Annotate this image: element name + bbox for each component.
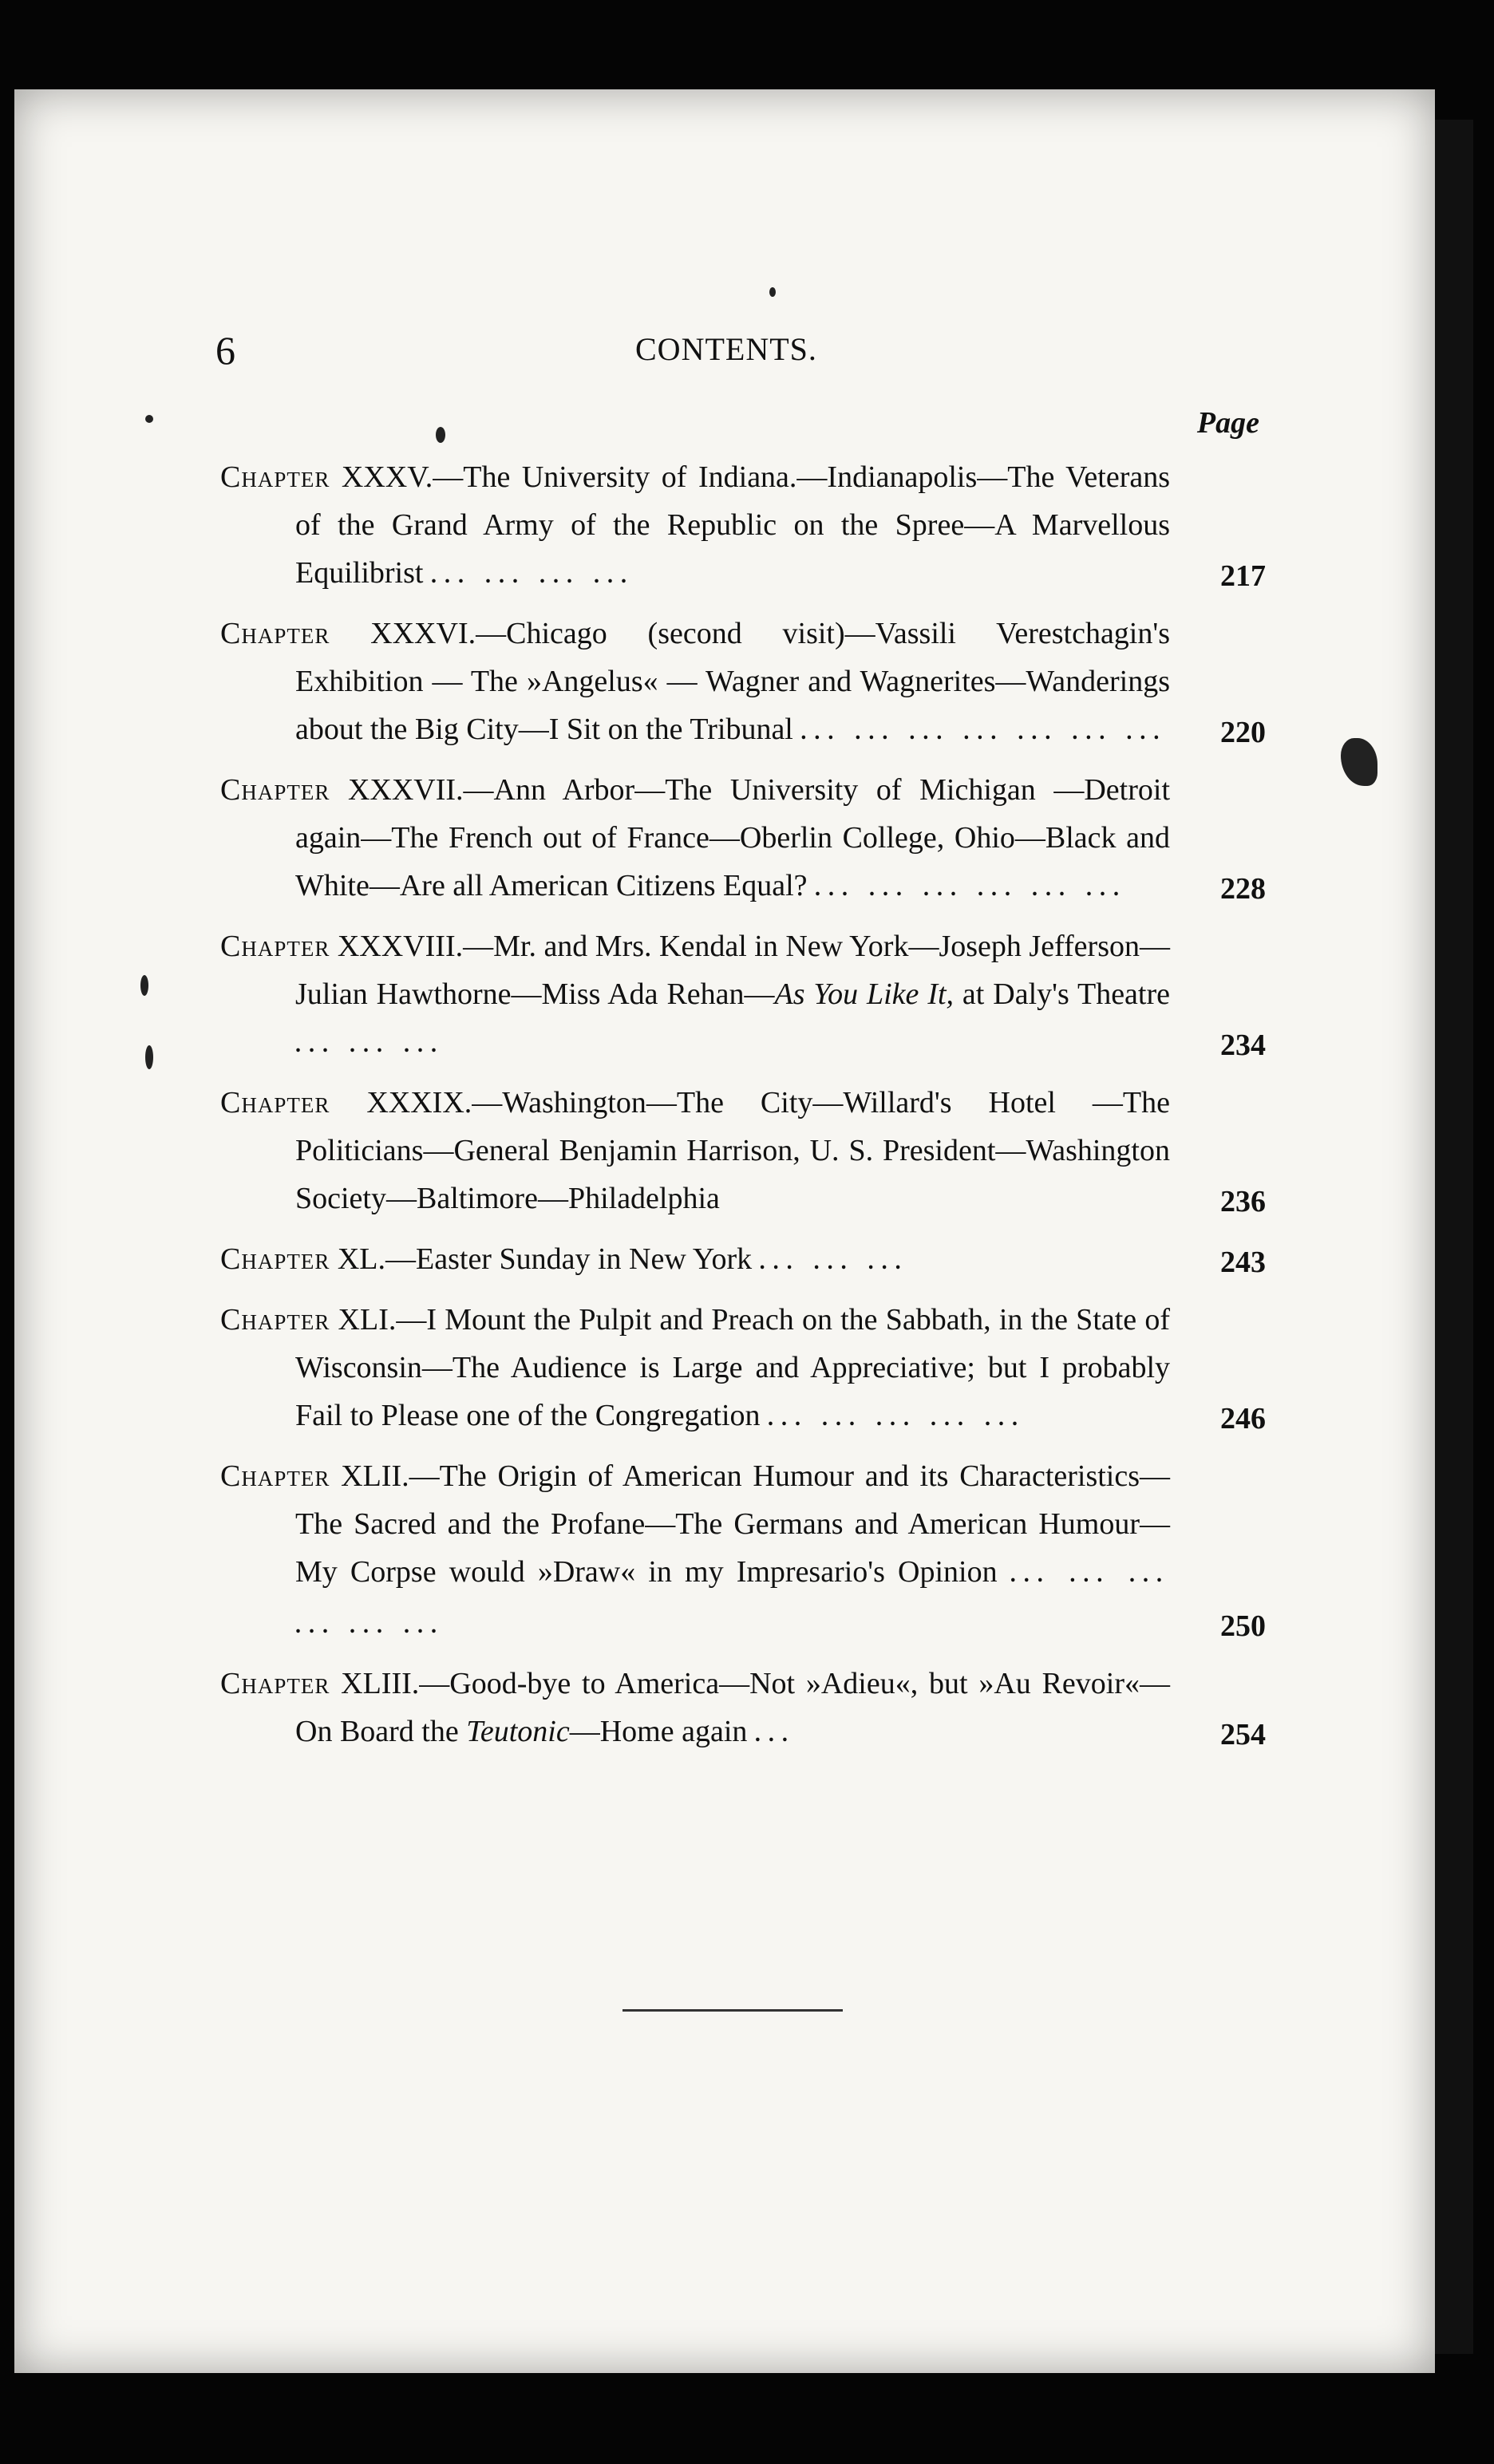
toc-entry-chapter-xliii: [220, 1660, 1266, 1759]
chapter-description: —The Origin of American Humour and its Characteristics—The Sacred and the Profane—The Germans and American Humour—My Corpse would »Draw« in my Impresario's Opinion: [295, 1459, 1171, 1589]
chapter-label: Chapter: [220, 930, 330, 963]
toc-entry-text: [220, 453, 1266, 600]
toc-entry-text: [220, 1235, 1266, 1286]
toc-page-number: 250: [1220, 1609, 1266, 1643]
chapter-numeral: XXXVII.: [347, 773, 464, 807]
toc-page-number: 220: [1220, 716, 1266, 749]
toc-entry-text: [220, 922, 1266, 1069]
dot-leaders: ... ... ... ... ... ...: [815, 876, 1128, 901]
toc-entry-chapter-xxxix: [220, 1079, 1266, 1226]
toc-entry-text: [220, 766, 1266, 913]
toc-entry-chapter-xxxvi: [220, 610, 1266, 756]
scan-speck: [145, 415, 153, 423]
chapter-description-end: at Daly's Theatre: [954, 977, 1171, 1011]
toc-entry-chapter-xxxv: [220, 453, 1266, 600]
chapter-numeral: XXXIX.: [366, 1086, 472, 1119]
dot-leaders: ... ... ... ...: [430, 563, 634, 588]
ship-name-italic: Teutonic: [466, 1715, 570, 1748]
scan-speck: [140, 975, 148, 996]
chapter-numeral: XLII.: [341, 1459, 409, 1493]
scan-speck: [145, 1045, 153, 1069]
section-end-rule: [622, 2009, 843, 2012]
chapter-description: —Good-bye to America—Not »Adieu«, but »Au Revoir«—On Board the: [295, 1667, 1171, 1748]
toc-entry-text: [220, 1660, 1266, 1759]
toc-page-number: 254: [1220, 1718, 1266, 1751]
chapter-label: Chapter: [220, 1303, 330, 1337]
chapter-numeral: XXXV.: [341, 460, 433, 494]
toc-page-number: 243: [1220, 1246, 1266, 1279]
toc-entry-text: [220, 1452, 1266, 1650]
page-header: [215, 327, 1266, 383]
page-title: CONTENTS.: [635, 331, 817, 367]
dot-leaders: ...: [754, 1722, 796, 1747]
chapter-description-end: —Home again: [569, 1715, 748, 1748]
chapter-numeral: XXXVI.: [370, 617, 476, 650]
toc-page-number: 246: [1220, 1402, 1266, 1435]
contents-page: [215, 327, 1266, 1768]
chapter-description: —The University of Indiana.—Indianapolis—The Veterans of the Grand Army of the Republic on the Spree—A Marvellous Equilibrist: [295, 460, 1171, 590]
toc-page-number: 236: [1220, 1185, 1266, 1218]
toc-entry-chapter-xxxvii: [220, 766, 1266, 913]
toc-entry-text: [220, 1296, 1266, 1443]
toc-entry-chapter-xl: [220, 1235, 1266, 1286]
chapter-label: Chapter: [220, 1086, 330, 1119]
dot-leaders: ... ... ... ... ... ... ...: [800, 720, 1168, 744]
chapter-description: —I Mount the Pulpit and Preach on the Sabbath, in the State of Wisconsin—The Audience is Large and Appreciative; but I probably Fail to Please one of the Congregation: [295, 1303, 1170, 1432]
dot-leaders: ... ... ... ... ...: [768, 1406, 1026, 1431]
chapter-label: Chapter: [220, 1242, 330, 1276]
chapter-numeral: XLI.: [338, 1303, 397, 1337]
page-column-label: Page: [1196, 406, 1259, 440]
chapter-label: Chapter: [220, 1459, 330, 1493]
toc-page-number: 228: [1220, 872, 1266, 906]
dot-leaders: ... ... ... ... ... ...: [295, 1562, 1170, 1638]
chapter-description: —Easter Sunday in New York: [385, 1242, 753, 1276]
chapter-numeral: XLIII.: [341, 1667, 420, 1700]
chapter-description: —Chicago (second visit)—Vassili Verestchagin's Exhibition — The »Angelus« — Wagner and Wagnerites—Wanderings about the Big City—I Sit on the Tribunal: [295, 617, 1170, 746]
play-title-italic: As You Like It,: [774, 977, 955, 1011]
chapter-label: Chapter: [220, 1667, 330, 1700]
toc-page-number: 234: [1220, 1029, 1266, 1062]
scan-speck: [769, 287, 776, 297]
chapter-description: —Mr. and Mrs. Kendal in New York—Joseph Jefferson—Julian Hawthorne—Miss Ada Rehan—: [295, 930, 1170, 1011]
chapter-label: Chapter: [220, 617, 330, 650]
chapter-description: —Ann Arbor—The University of Michigan —Detroit again—The French out of France—Oberlin College, Ohio—Black and White—Are all American Citizens Equal?: [295, 773, 1170, 902]
toc-entry-text: [220, 610, 1266, 756]
dot-leaders: ... ... ...: [759, 1250, 909, 1274]
chapter-numeral: XL.: [337, 1242, 386, 1276]
binding-edge-shadow: [1435, 120, 1473, 2354]
dot-leaders: ... ... ...: [295, 1033, 445, 1057]
toc-entry-chapter-xli: [220, 1296, 1266, 1443]
page-number: 6: [215, 328, 235, 373]
toc-page-number: 217: [1220, 559, 1266, 593]
chapter-numeral: XXXVIII.: [337, 930, 464, 963]
chapter-label: Chapter: [220, 773, 330, 807]
chapter-label: Chapter: [220, 460, 330, 494]
toc-entry-chapter-xxxviii: [220, 922, 1266, 1069]
toc-entry-chapter-xlii: [220, 1452, 1266, 1650]
toc-entry-text: [220, 1079, 1266, 1226]
chapter-description: —Washington—The City—Willard's Hotel —The Politicians—General Benjamin Harrison, U. S. President—Washington Society—Baltimore—Philadelphia: [295, 1086, 1171, 1215]
